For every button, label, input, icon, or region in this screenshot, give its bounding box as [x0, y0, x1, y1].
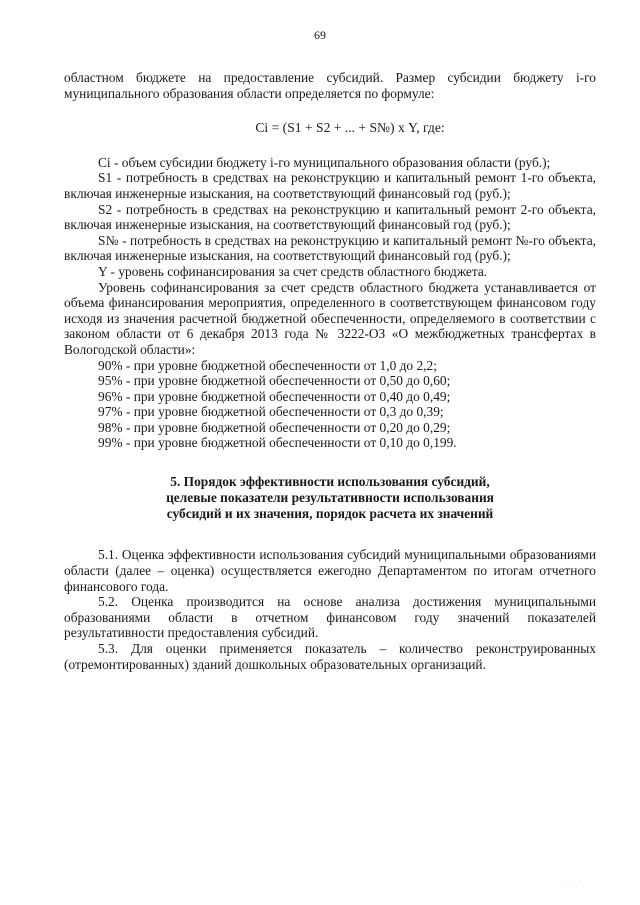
subsidy-formula: Ci = (S1 + S2 + ... + S№) х Y, где:	[255, 120, 445, 136]
definition-y: Y - уровень софинансирования за счет средств областного бюджета.	[98, 263, 488, 279]
section-5-3: 5.3. Для оценки применяется показатель – количество реконструированных (отремонтированных) зданий дошкольных образовательных организаций.	[64, 641, 596, 672]
definition-sn: S№ - потребность в средствах на реконструкцию и капитальный ремонт №-го объекта, включая инженерные изыскания, на соответствующий финансовый год (руб.);	[64, 232, 596, 264]
section-5-2: 5.2. Оценка производится на основе анализа достижения муниципальными образованиями области в отчетном финансовом году значений показателей результативности предоставления субсидий.	[64, 594, 596, 641]
section-5-1: 5.1. Оценка эффективности использования субсидий муниципальными образованиями области (далее – оценка) осуществляется ежегодно Департаментом по итогам отчетного финансового года.	[64, 547, 596, 594]
definition-ci: Ci - объем субсидии бюджету i-го муниципального образования области (руб.);	[98, 154, 551, 170]
section-5-heading	[64, 474, 596, 521]
level-item: 90% - при уровне бюджетной обеспеченности от 1,0 до 2,2;	[98, 357, 437, 373]
heading-line: 5. Порядок эффективности использования субсидий,	[170, 474, 490, 490]
page-content	[64, 70, 596, 672]
level-item: 97% - при уровне бюджетной обеспеченности от 0,3 до 0,39;	[98, 404, 444, 420]
level-item: 95% - при уровне бюджетной обеспеченности от 0,50 до 0,60;	[98, 373, 451, 389]
heading-line: субсидий и их значения, порядок расчета их значений	[166, 505, 494, 521]
page-number: 69	[314, 28, 326, 42]
definition-s1: S1 - потребность в средствах на реконструкцию и капитальный ремонт 1-го объекта, включая инженерные изыскания, на соответствующий финансовый год (руб.);	[64, 170, 596, 201]
heading-line: целевые показатели результативности использования	[166, 489, 494, 505]
cofinancing-levels-list	[64, 358, 596, 452]
level-item: 98% - при уровне бюджетной обеспеченности от 0,20 до 0,29;	[98, 419, 451, 435]
cofinancing-paragraph: Уровень софинансирования за счет средств областного бюджета устанавливается от объема финансирования мероприятия, определенного в соответствующем финансовом году исходя из значения расчетной бюджетной обеспеченности, определяемого в соответствии с законом области от 6 декабря 2013 года № 3222-ОЗ «О межбюджетных трансфертах в Вологодской области»:	[64, 279, 596, 357]
definition-s2: S2 - потребность в средствах на реконструкцию и капитальный ремонт 2-го объекта, включая инженерные изыскания, на соответствующий финансовый год (руб.);	[64, 201, 596, 233]
level-item: 99% - при уровне бюджетной обеспеченности от 0,10 до 0,199.	[98, 435, 457, 451]
scan-specks: · ·	[567, 878, 585, 884]
intro-paragraph: областном бюджете на предоставление субсидий. Размер субсидии бюджету i-го муниципального образования области определяется по формуле:	[64, 70, 596, 101]
level-item: 96% - при уровне бюджетной обеспеченности от 0,40 до 0,49;	[98, 388, 451, 404]
